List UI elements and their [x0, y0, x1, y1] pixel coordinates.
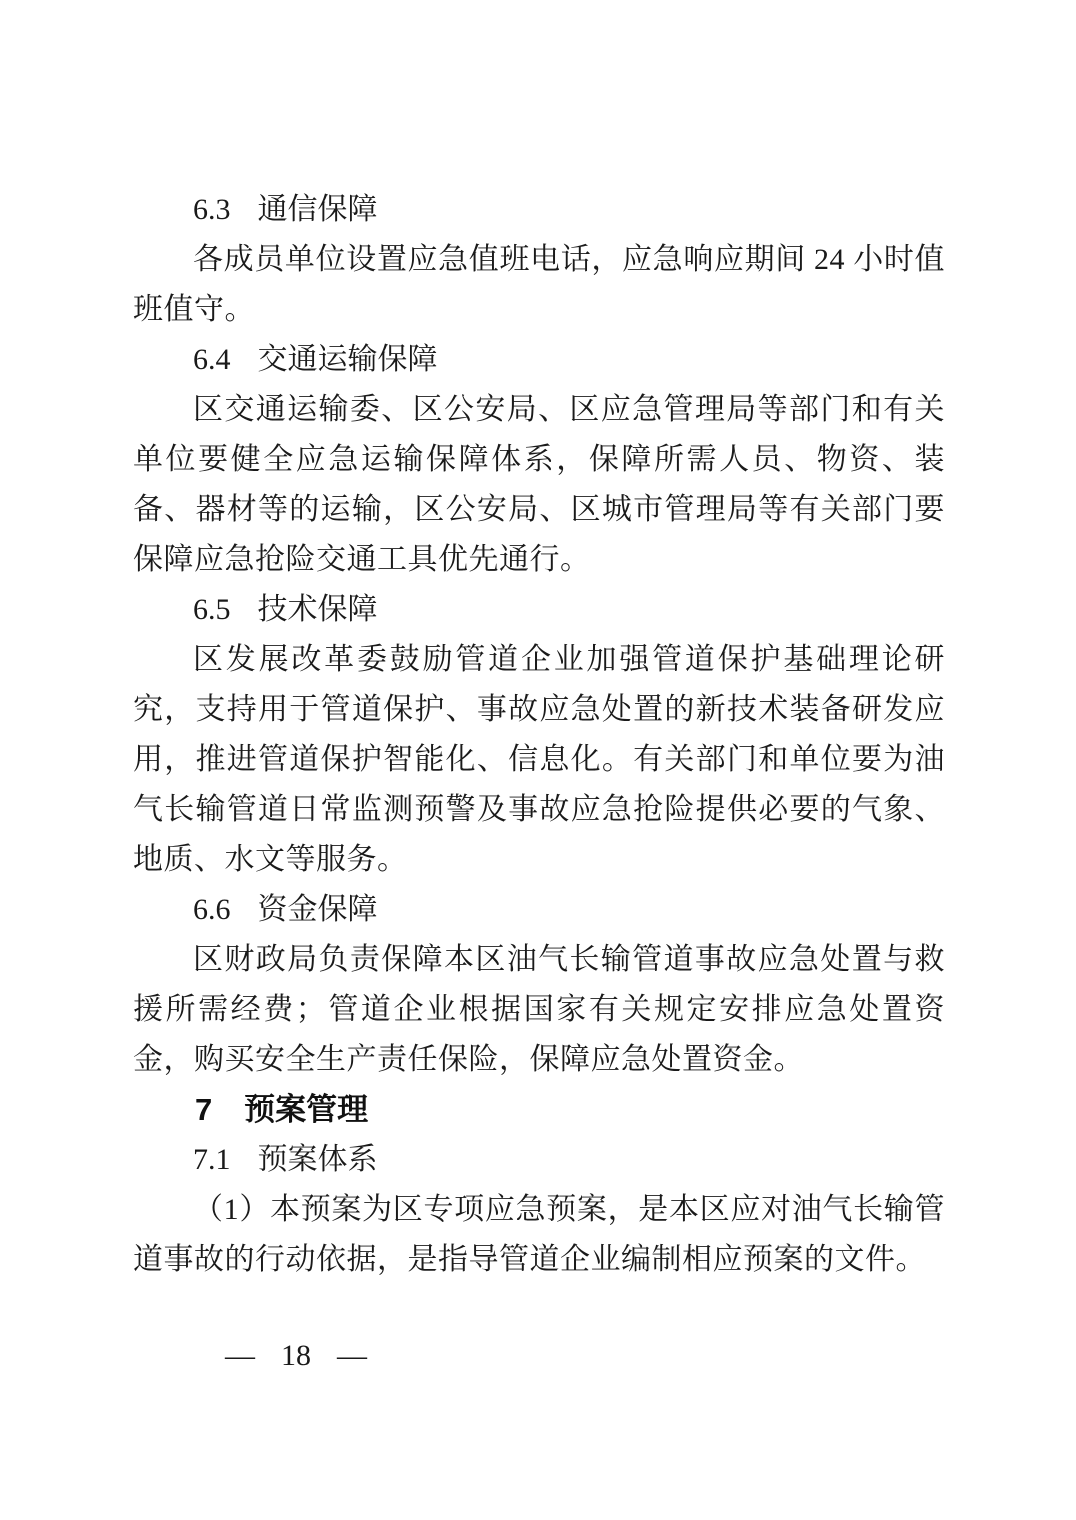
paragraph-plan-system: （1）本预案为区专项应急预案，是本区应对油气长输管道事故的行动依据，是指导管道企业编制相应预案的文件。 [133, 1193, 945, 1276]
footer-dash-right: — [337, 1339, 367, 1372]
section-heading-7-1 [133, 1135, 945, 1185]
section-number: 6.4 [193, 343, 231, 376]
section-title: 资金保障 [257, 893, 378, 926]
chapter-title: 预案管理 [244, 1092, 369, 1127]
section-number: 6.6 [193, 893, 231, 926]
chapter-heading-7 [133, 1085, 945, 1135]
section-heading-6-6 [133, 885, 945, 935]
section-number: 6.3 [193, 193, 231, 226]
section-number: 6.5 [193, 593, 231, 626]
section-heading-6-3 [133, 185, 945, 235]
section-title: 技术保障 [257, 593, 378, 626]
paragraph-communication-support: 各成员单位设置应急值班电话，应急响应期间 24 小时值班值守。 [133, 243, 945, 326]
section-number: 7.1 [193, 1143, 231, 1176]
section-title: 通信保障 [257, 193, 378, 226]
chapter-number: 7 [195, 1092, 213, 1127]
paragraph-funding-support: 区财政局负责保障本区油气长输管道事故应急处置与救援所需经费；管道企业根据国家有关规定安排应急处置资金，购买安全生产责任保险，保障应急处置资金。 [133, 943, 945, 1076]
page-number: 18 [281, 1339, 311, 1372]
document-content [133, 185, 945, 1285]
paragraph-transport-support: 区交通运输委、区公安局、区应急管理局等部门和有关单位要健全应急运输保障体系，保障所需人员、物资、装备、器材等的运输，区公安局、区城市管理局等有关部门要保障应急抢险交通工具优先通行。 [133, 393, 945, 576]
footer-dash-left: — [225, 1339, 255, 1372]
page-footer [225, 1336, 367, 1376]
section-heading-6-4 [133, 335, 945, 385]
section-heading-6-5 [133, 585, 945, 635]
paragraph-technical-support: 区发展改革委鼓励管道企业加强管道保护基础理论研究，支持用于管道保护、事故应急处置的新技术装备研发应用，推进管道保护智能化、信息化。有关部门和单位要为油气长输管道日常监测预警及事故应急抢险提供必要的气象、地质、水文等服务。 [133, 643, 945, 876]
section-title: 交通运输保障 [257, 343, 438, 376]
section-title: 预案体系 [257, 1143, 378, 1176]
